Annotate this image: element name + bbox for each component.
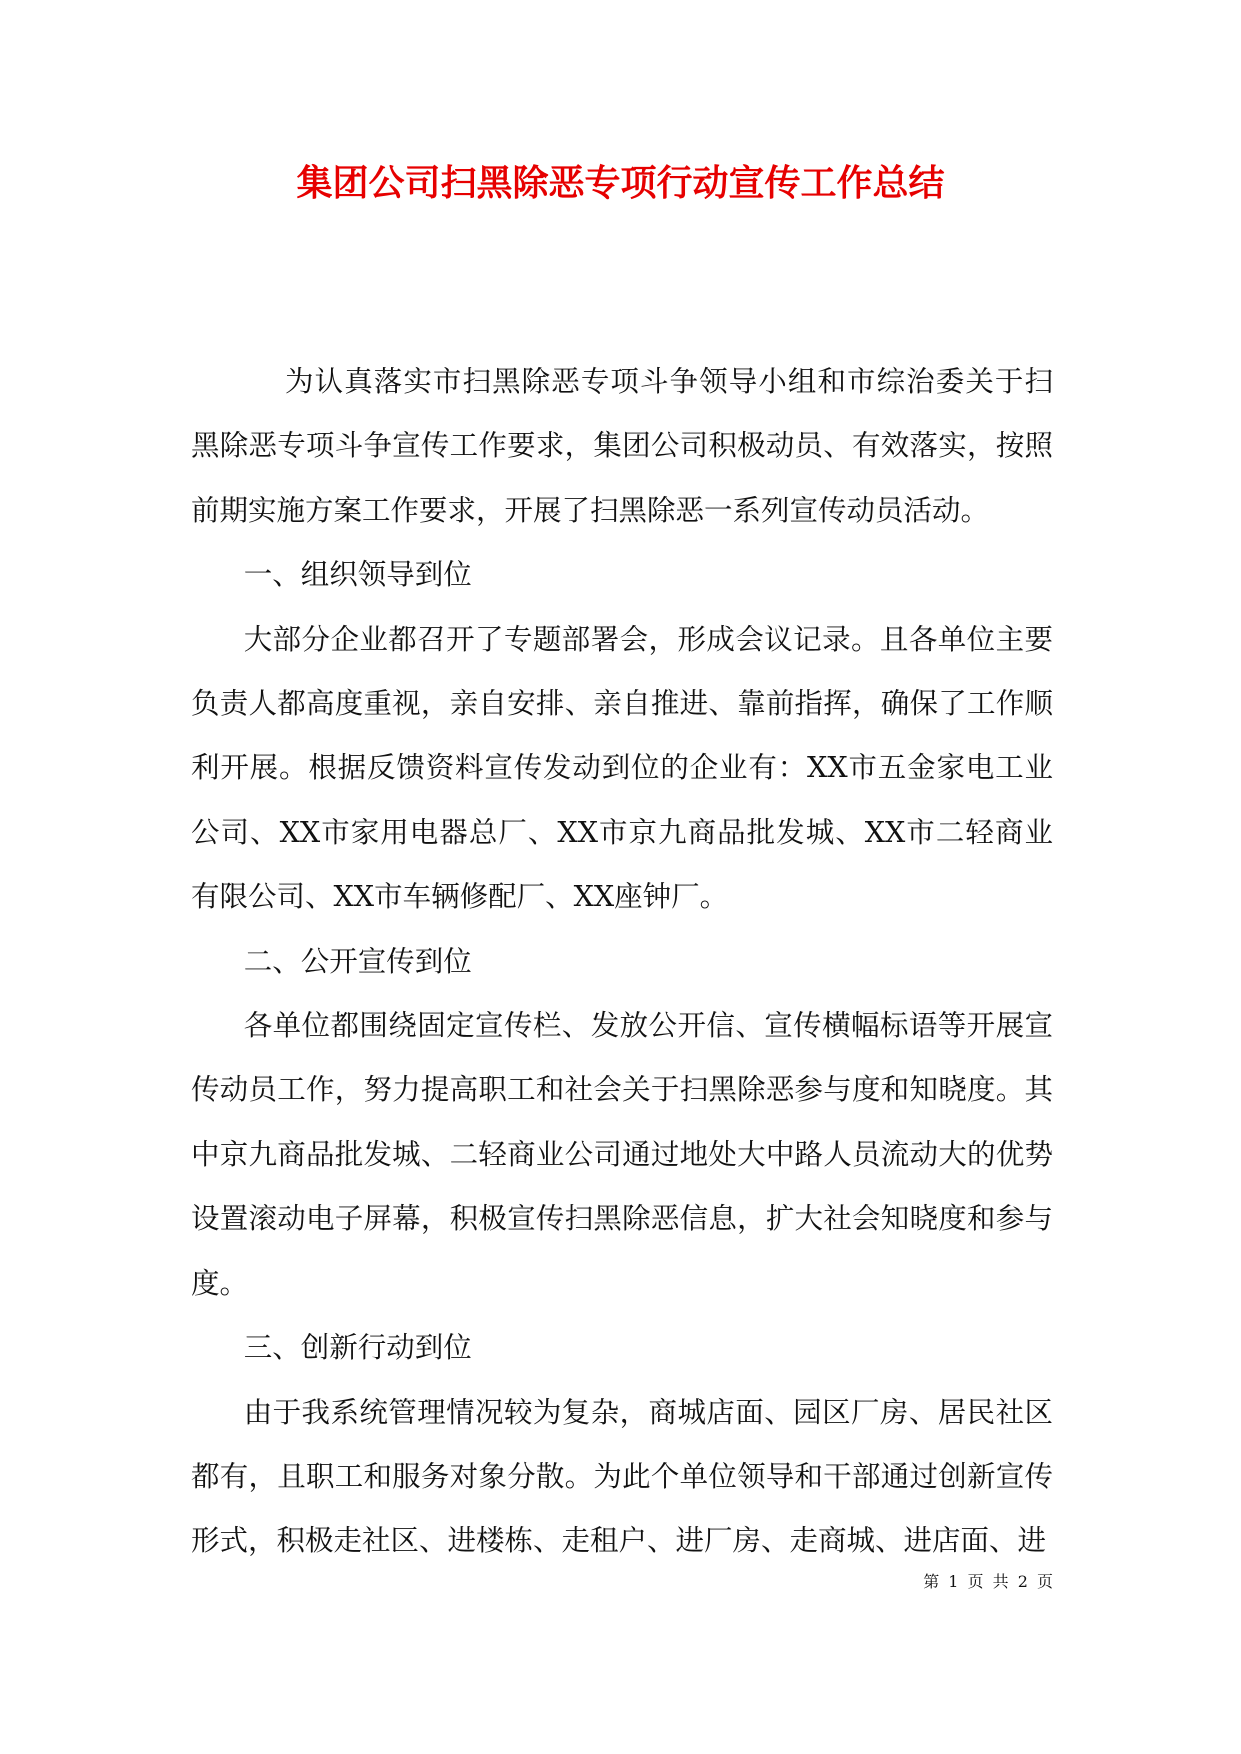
page-number: 第 1 页 共 2 页 [923, 1572, 1053, 1591]
section-heading-1: 一、组织领导到位 [243, 558, 472, 592]
section-paragraph-3: 由于我系统管理情况较为复杂，商城店面、园区厂房、居民社区都有，且职工和服务对象分散。为此个单位领导和干部通过创新宣传形式，积极走社区、进楼栋、走租户、进厂房、走商城、进店面、进 [191, 1395, 1053, 1558]
section-heading-2: 二、公开宣传到位 [243, 944, 472, 978]
document-body [191, 350, 1053, 1574]
section-paragraph-2: 各单位都围绕固定宣传栏、发放公开信、宣传横幅标语等开展宣传动员工作，努力提高职工和社会关于扫黑除恶参与度和知晓度。其中京九商品批发城、二轻商业公司通过地处大中路人员流动大的优势设置滚动电子屏幕，积极宣传扫黑除恶信息，扩大社会知晓度和参与度。 [191, 1009, 1053, 1300]
section-heading-3: 三、创新行动到位 [243, 1331, 472, 1365]
intro-paragraph: 为认真落实市扫黑除恶专项斗争领导小组和市综治委关于扫黑除恶专项斗争宣传工作要求，集团公司积极动员、有效落实，按照前期实施方案工作要求，开展了扫黑除恶一系列宣传动员活动。 [191, 365, 1053, 527]
section-paragraph-1: 大部分企业都召开了专题部署会，形成会议记录。且各单位主要负责人都高度重视，亲自安排、亲自推进、靠前指挥，确保了工作顺利开展。根据反馈资料宣传发动到位的企业有：XX市五金家电工业公司、XX市家用电器总厂、XX市京九商品批发城、XX市二轻商业有限公司、XX市车辆修配厂、XX座钟厂。 [191, 622, 1053, 914]
document-title: 集团公司扫黑除恶专项行动宣传工作总结 [296, 163, 945, 204]
